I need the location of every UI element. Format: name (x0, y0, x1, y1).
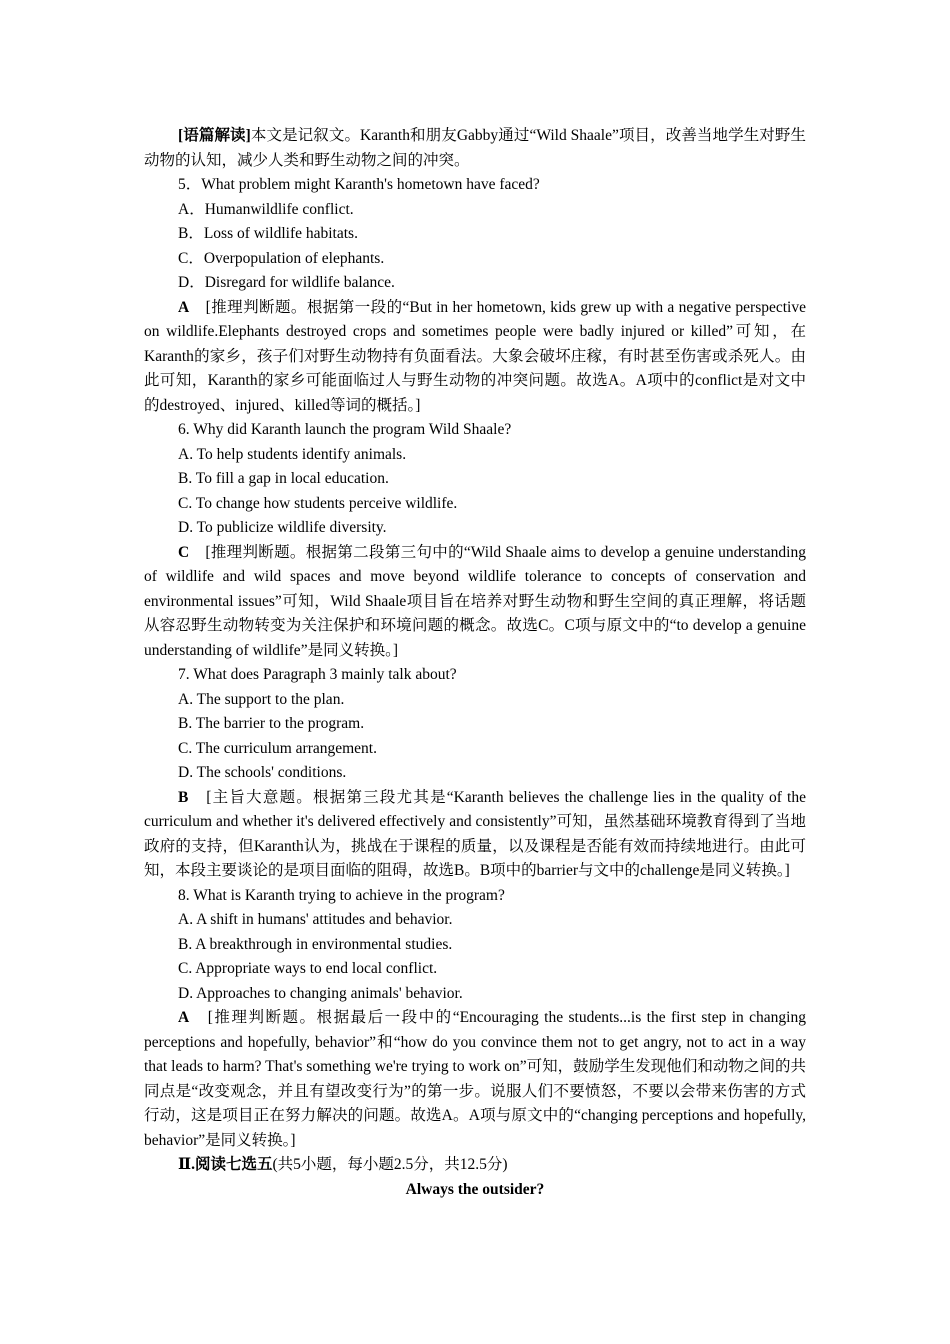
answer-explanation (144, 541, 806, 664)
answer-option: D. To publicize wildlife diversity. (178, 519, 387, 536)
passage-title: Always the outsider? (405, 1180, 545, 1198)
answer-explanation (144, 296, 806, 419)
explanation-text: [主旨大意题。根据第三段尤其是“Karanth believes the challenge lies in the quality of the curriculum and whether it's delivered effectively and consistently”可知，虽然基础环境教育得到了当地政府的支持，但Karanth认为，挑战在于课程的质量，以及课程是否能有效而持续地进行。由此可知，本段主要谈论的是项目面临的阻碍，故选B。B项中的barrier与文中的challenge是同义转换。] (144, 788, 806, 879)
section-heading (144, 1153, 806, 1178)
section-info: (共5小题，每小题2.5分，共12.5分) (272, 1156, 508, 1173)
answer-option: D．Disregard for wildlife balance. (178, 274, 395, 291)
question-stem: 7. What does Paragraph 3 mainly talk about? (178, 666, 457, 683)
answer-option: D. The schools' conditions. (178, 764, 347, 781)
answer-option: C. To change how students perceive wildlife. (178, 494, 458, 512)
section-label: Ⅱ.阅读七选五 (178, 1156, 273, 1173)
answer-option: B．Loss of wildlife habitats. (178, 225, 358, 242)
answer-letter: A (178, 1009, 190, 1026)
explanation-text: [推理判断题。根据第二段第三句中的“Wild Shaale aims to develop a genuine understanding of wildlife and wild spaces and move beyond wildlife tolerance to concepts of conservation and environmental issues”可知，Wild Shaale项目旨在培养对野生动物和野生空间的真正理解，将话题从容忍野生动物转变为关注保护和环境问题的概念。故选C。C项与原文中的“to develop a genuine understanding of wildlife”是同义转换。] (144, 543, 806, 659)
answer-option: B. The barrier to the program. (178, 715, 365, 732)
document-page (144, 124, 806, 1202)
passage-summary (144, 124, 806, 173)
answer-explanation (144, 786, 806, 884)
answer-option: C. Appropriate ways to end local conflict. (178, 960, 438, 977)
explanation-text: [推理判断题。根据第一段的“But in her hometown, kids grew up with a negative perspective on wildlife.Elephants destroyed crops and sometimes people were badly injured or killed”可知，在Karanth的家乡，孩子们对野生动物持有负面看法。大象会破坏庄稼，有时甚至伤害或杀死人。由此可知，Karanth的家乡可能面临过人与野生动物的冲突问题。故选A。A项中的conflict是对文中的destroyed、injured、killed等词的概括。] (144, 298, 806, 414)
answer-option: A. To help students identify animals. (178, 445, 407, 463)
answer-option: B. To fill a gap in local education. (178, 470, 389, 487)
answer-option: C．Overpopulation of elephants. (178, 249, 385, 267)
question-stem: 8. What is Karanth trying to achieve in the program? (178, 886, 505, 904)
answer-option: D. Approaches to changing animals' behavior. (178, 984, 463, 1002)
answer-option: A. The support to the plan. (178, 690, 345, 708)
answer-letter: A (178, 298, 190, 316)
answer-option: A. A shift in humans' attitudes and behavior. (178, 911, 453, 928)
answer-option: C. The curriculum arrangement. (178, 739, 377, 757)
summary-text: 本文是记叙文。Karanth和朋友Gabby通过“Wild Shaale”项目，改善当地学生对野生动物的认知，减少人类和野生动物之间的冲突。 (144, 127, 806, 169)
summary-label: [语篇解读] (178, 127, 251, 144)
answer-letter: B (178, 788, 189, 806)
answer-letter: C (178, 543, 190, 561)
question-stem: 5．What problem might Karanth's hometown have faced? (178, 176, 540, 193)
question-stem: 6. Why did Karanth launch the program Wild Shaale? (178, 421, 512, 438)
answer-option: A．Humanwildlife conflict. (178, 200, 354, 218)
explanation-text: [推理判断题。根据最后一段中的“Encouraging the students...is the first step in changing perceptions and hopefully, behavior”和“how do you convince them not to get angry, not to act in a way that leads to harm? That's something we're trying to work on”可知，鼓励学生发现他们和动物之间的共同点是“改变观念，并且有望改变行为”的第一步。说服人们不要愤怒，不要以会带来伤害的方式行动，这是项目正在努力解决的问题。故选A。A项与原文中的“changing perceptions and hopefully, behavior”是同义转换。] (144, 1009, 806, 1149)
answer-explanation (144, 1006, 806, 1153)
answer-option: B. A breakthrough in environmental studies. (178, 935, 453, 953)
